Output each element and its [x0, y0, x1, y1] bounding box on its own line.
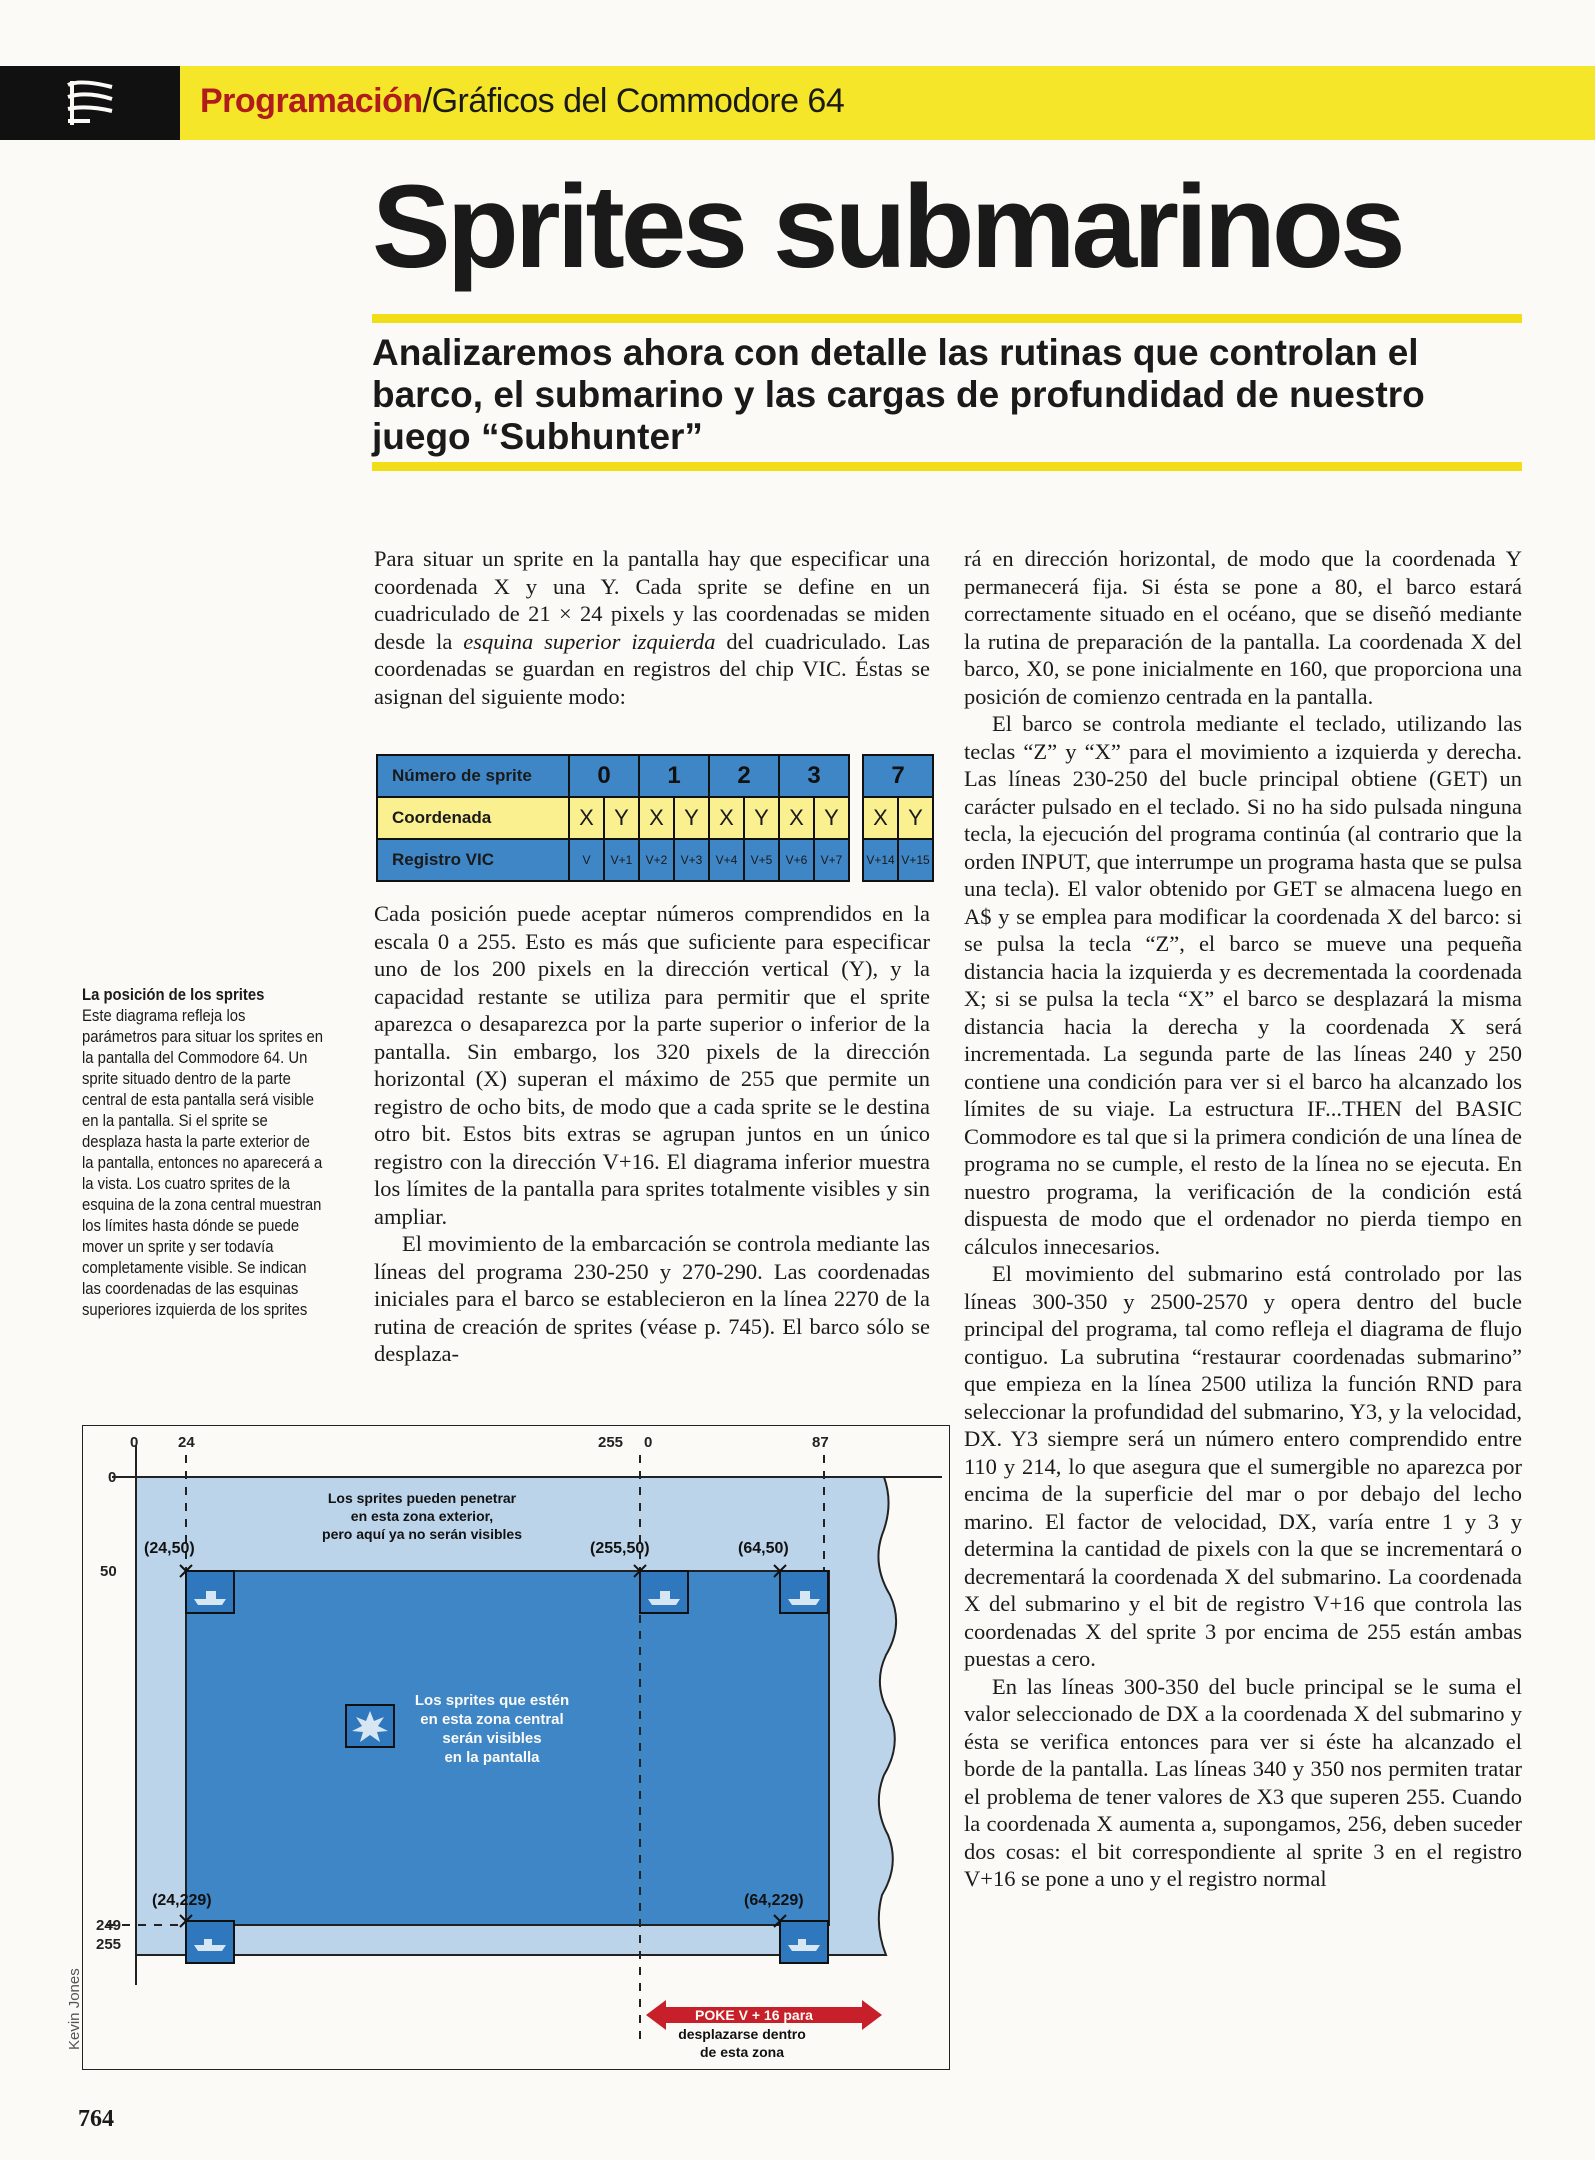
arrow-note-line: POKE V + 16 para	[695, 2007, 813, 2023]
header-section: Programación	[200, 82, 423, 120]
center-note-line: en esta zona central	[420, 1711, 564, 1728]
table-row-registers	[377, 839, 933, 881]
outer-note-line: en esta zona exterior,	[350, 1508, 494, 1524]
table-register: V+15	[898, 839, 933, 881]
outer-note	[322, 1490, 522, 1542]
table-sprite: 1	[639, 755, 709, 797]
center-note-line: Los sprites que estén	[414, 1692, 570, 1709]
table-register: V+14	[863, 839, 898, 881]
visible-zone	[186, 1571, 829, 1925]
table-coord: Y	[814, 797, 849, 839]
axis-y-label: 50	[100, 1563, 117, 1580]
outer-note-line: pero aquí ya no serán visibles	[322, 1526, 522, 1542]
table-label-reg: Registro VIC	[377, 839, 569, 881]
table-coord: X	[709, 797, 744, 839]
table-register: V+1	[604, 839, 639, 881]
axis-y-label: 249	[96, 1917, 122, 1934]
title-rule-top	[372, 314, 1522, 323]
table-gap	[849, 755, 863, 797]
table-coord: Y	[744, 797, 779, 839]
table-label-sprite: Número de sprite	[377, 755, 569, 797]
center-note-line: en la pantalla	[444, 1749, 540, 1766]
header-breadcrumb	[200, 82, 844, 121]
col1-paragraph-2: Cada posición puede aceptar números comprendidos en la escala 0 a 255. Esto es más que suficiente para especificar uno de los 200 pixels en la dirección vertical (Y), y la capacidad restante se utiliza para permitir que el sprite aparezca o desaparezca por la parte superior o inferior de la pantalla. Sin embargo, los 320 pixels de la dirección horizontal (X) superan el máximo de 255 que permite un registro de ocho bits, de modo que a cada sprite se le destina otro bit. Estos bits extras se agrupan juntos en un único registro con la dirección V+16. El diagrama inferior muestra los límites de la pantalla para sprites totalmente visibles y sin ampliar.	[374, 901, 930, 1229]
col1-p1-b: del cuadriculado. Las coordenadas se guardan en registros del chip VIC. Éstas se asignan del siguiente modo:	[374, 628, 931, 709]
figure-caption	[82, 985, 323, 1321]
table-register: V+7	[814, 839, 849, 881]
column-2	[964, 545, 1522, 1893]
table-coord: X	[569, 797, 604, 839]
column-1-bottom	[374, 900, 930, 1368]
table-coord: X	[779, 797, 814, 839]
section-logo	[0, 66, 180, 140]
table-label-coord: Coordenada	[377, 797, 569, 839]
outer-note-line: Los sprites pueden penetrar	[327, 1490, 517, 1506]
axis-x-label: 0	[130, 1434, 139, 1451]
corner-label: (64,50)	[738, 1540, 789, 1557]
arrow-note-line: de esta zona	[699, 2044, 785, 2060]
table-register: V+4	[709, 839, 744, 881]
col1-p1-em: esquina superior izquierda	[463, 628, 716, 654]
header-topic: /Gráficos del Commodore 64	[422, 82, 845, 120]
title-rule-bottom	[372, 462, 1522, 471]
table-sprite: 2	[709, 755, 779, 797]
col2-paragraph-4: En las líneas 300-350 del bucle principal se le suma el valor seleccionado de DX a la coordenada X del submarino y ésta se verifica entonces para ver si éste ha alcanzado el borde de la pantalla. Las líneas 340 y 350 nos permiten tratar el problema de tener valores de X3 que superen 255. Cuando la coordenada X aumenta a, supongamos, 256, deben suceder dos cosas: el bit correspondiente al sprite 3 en el registro V+16 se pone a uno y el registro normal	[964, 1673, 1522, 1891]
axis-y-label: 255	[96, 1936, 122, 1953]
page-title: Sprites submarinos	[372, 161, 1402, 293]
corner-label: (24,229)	[152, 1892, 212, 1909]
table-coord: Y	[898, 797, 933, 839]
table-sprite: 3	[779, 755, 849, 797]
col1-paragraph-3: El movimiento de la embarcación se controla mediante las líneas del programa 230-250 y 270-290. Las coordenadas iniciales para el barco se establecieron en la línea 2270 de la rutina de creación de sprites (véase p. 745). El barco sólo se desplaza-	[374, 1231, 930, 1366]
table-register: V+6	[779, 839, 814, 881]
table-coord: X	[863, 797, 898, 839]
table-register: V+3	[674, 839, 709, 881]
col2-paragraph-2: El barco se controla mediante el teclado, utilizando las teclas “Z” y “X” para el movimiento a izquierda y derecha. Las líneas 230-250 del bucle principal obtiene (GET) un carácter pulsado en el teclado. Si no ha sido pulsada ninguna tecla, la ejecución del programa continúa (al contrario que la orden INPUT, que interrumpe un programa hasta que se pulsa una tecla). El valor obtenido por GET se almacena luego en A$ y se emplea para modificar la coordenada X del barco: si se pulsa la tecla “Z”, el barco se mueve una pequeña distancia hacia la izquierda y es decrementada la coordenada X; si se pulsa la tecla “X” el barco se desplazará la misma distancia hacia la derecha y la coordenada X será incrementada. La segunda parte de las líneas 240 y 250 contiene una condición para ver si el barco ha alcanzado los límites de su viaje. La estructura IF...THEN del BASIC Commodore es tal que si la primera condición de una línea de programa no se cumple, el resto de la línea no se ejecuta. En nuestro programa, la verificación de la condición está dispuesta de modo que el ordenador no pierda tiempo en cálculos innecesarios.	[964, 711, 1522, 1259]
center-note-line: serán visibles	[442, 1730, 542, 1747]
axis-y-label: 0	[108, 1469, 117, 1486]
table-register: V	[569, 839, 604, 881]
axis-x-label: 87	[812, 1434, 829, 1451]
col2-paragraph-1: rá en dirección horizontal, de modo que la coordenada Y permanecerá fija. Si ésta se pone a 80, el barco estará correctamente situado en el océano, que se diseñó mediante la rutina de preparación de la pantalla. La coordenada X del barco, X0, se pone inicialmente en 160, que proporciona una posición de comienzo centrada en la pantalla.	[964, 546, 1522, 709]
corner-label: (255,50)	[590, 1540, 650, 1557]
page-subtitle: Analizaremos ahora con detalle las rutinas que controlan el barco, el submarino y las cargas de profundidad de nuestro juego “Subhunter”	[372, 332, 1425, 457]
sprite-position-diagram	[82, 1425, 950, 2070]
axis-x-label: 24	[178, 1434, 195, 1451]
table-coord: Y	[674, 797, 709, 839]
axis-x-label: 0	[644, 1434, 653, 1451]
vic-register-table	[376, 754, 934, 882]
axis-x-label: 255	[598, 1434, 624, 1451]
caption-body: Este diagrama refleja los parámetros para situar los sprites en la pantalla del Commodore 64. Un sprite situado dentro de la parte central de esta pantalla será visible en la pantalla. Si el sprite se desplaza hasta la parte exterior de la pantalla, entonces no aparecerá a la vista. Los cuatro sprites de la esquina de la zona central muestran los límites hasta dónde se puede mover un sprite y ser todavía completamente visible. Se indican las coordenadas de las esquinas superiores izquierda de los sprites	[82, 1007, 324, 1319]
table-gap	[849, 839, 863, 881]
table-coord: X	[639, 797, 674, 839]
corner-label: (64,229)	[744, 1892, 804, 1909]
table-sprite: 0	[569, 755, 639, 797]
page-number: 764	[78, 2106, 114, 2132]
arrow-note-line: desplazarse dentro	[678, 2026, 806, 2042]
col2-paragraph-3: El movimiento del submarino está controlado por las líneas 300-350 y 2500-2570 y opera dentro del bucle principal del programa, tal como refleja el diagrama de flujo contiguo. La subrutina “restaurar coordenadas submarino” que empieza en la línea 2500 utiliza la función RND para seleccionar la profundidad del submarino, Y3, y la velocidad, DX. Y3 siempre será un número entero comprendido entre 110 y 214, lo que asegura que el sumergible no aparezca por encima de la superficie del mar o por debajo del lecho marino. El factor de velocidad, DX, varía entre 1 y 3 y determina la cantidad de pixels con la que se incrementará o decrementará la coordenada X del submarino. La coordenada X del submarino y el bit de registro V+16 que controla las coordenadas X del sprite 3 por encima de 255 están ambas puestas a cero.	[964, 1261, 1522, 1671]
table-register: V+2	[639, 839, 674, 881]
table-row-sprites	[377, 755, 933, 797]
table-row-coords	[377, 797, 933, 839]
table-sprite: 7	[863, 755, 933, 797]
photo-credit: Kevin Jones	[66, 1968, 83, 2050]
corner-label: (24,50)	[144, 1540, 195, 1557]
table-register: V+5	[744, 839, 779, 881]
table-gap	[849, 797, 863, 839]
col1-paragraph-1	[374, 545, 930, 710]
col1-p1-a: Para situar un sprite en la pantalla hay que especificar una coordenada X y una Y. Cada sprite se define en un cuadriculado de 21 × 24 pixels y las coordenadas se miden desde la	[374, 546, 930, 654]
caption-title: La posición de los sprites	[82, 986, 265, 1004]
stripe-icon	[60, 75, 120, 131]
table-coord: Y	[604, 797, 639, 839]
column-1-top	[374, 545, 930, 710]
